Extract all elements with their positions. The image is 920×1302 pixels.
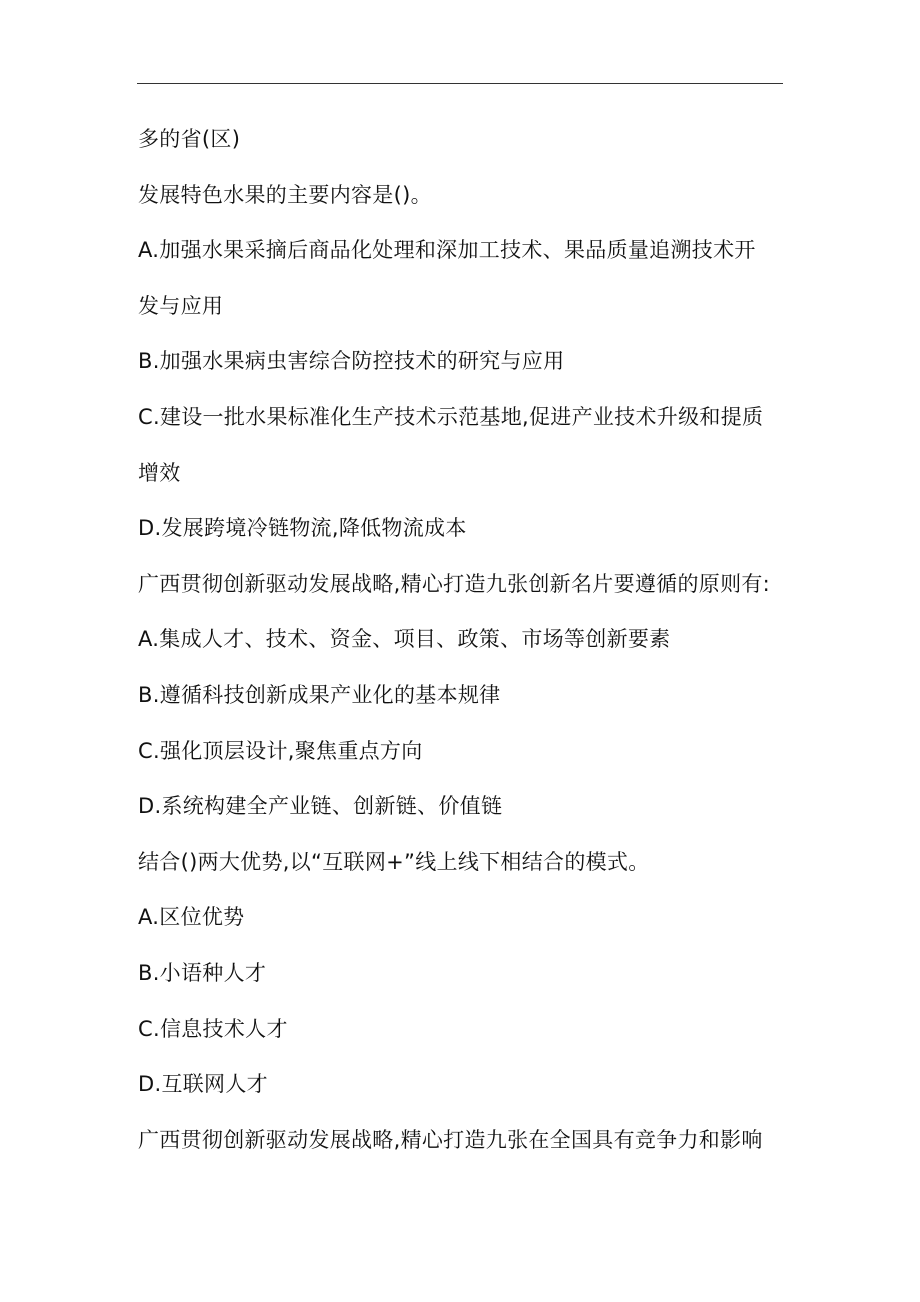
question-stem: 结合()两大优势,以“互联网+”线上线下相结合的模式。 bbox=[138, 849, 650, 874]
text-line: 多的省(区) bbox=[138, 127, 241, 151]
document-body bbox=[138, 112, 788, 1168]
option-c: C.建设一批水果标准化生产技术示范基地,促进产业技术升级和提质 bbox=[138, 404, 764, 429]
option-b: B.小语种人才 bbox=[138, 960, 267, 985]
option-b: B.遵循科技创新成果产业化的基本规律 bbox=[138, 682, 501, 707]
option-a: A.集成人才、技术、资金、项目、政策、市场等创新要素 bbox=[138, 627, 671, 652]
question-stem: 广西贯彻创新驱动发展战略,精心打造九张在全国具有竞争力和影响 bbox=[138, 1127, 763, 1152]
option-b: B.加强水果病虫害综合防控技术的研究与应用 bbox=[138, 349, 565, 374]
question-stem: 发展特色水果的主要内容是()。 bbox=[138, 182, 432, 207]
option-a-continuation: 发与应用 bbox=[138, 293, 224, 318]
option-d: D.互联网人才 bbox=[138, 1072, 268, 1097]
question-stem: 广西贯彻创新驱动发展战略,精心打造九张创新名片要遵循的原则有: bbox=[138, 571, 771, 596]
option-a: A.加强水果采摘后商品化处理和深加工技术、果品质量追溯技术开 bbox=[138, 238, 756, 263]
option-d: D.系统构建全产业链、创新链、价值链 bbox=[138, 794, 503, 819]
option-c: C.信息技术人才 bbox=[138, 1016, 288, 1041]
option-a: A.区位优势 bbox=[138, 905, 245, 930]
header-divider bbox=[137, 83, 783, 84]
option-d: D.发展跨境冷链物流,降低物流成本 bbox=[138, 516, 467, 541]
option-c-continuation: 增效 bbox=[138, 460, 181, 485]
option-c: C.强化顶层设计,聚焦重点方向 bbox=[138, 738, 423, 763]
